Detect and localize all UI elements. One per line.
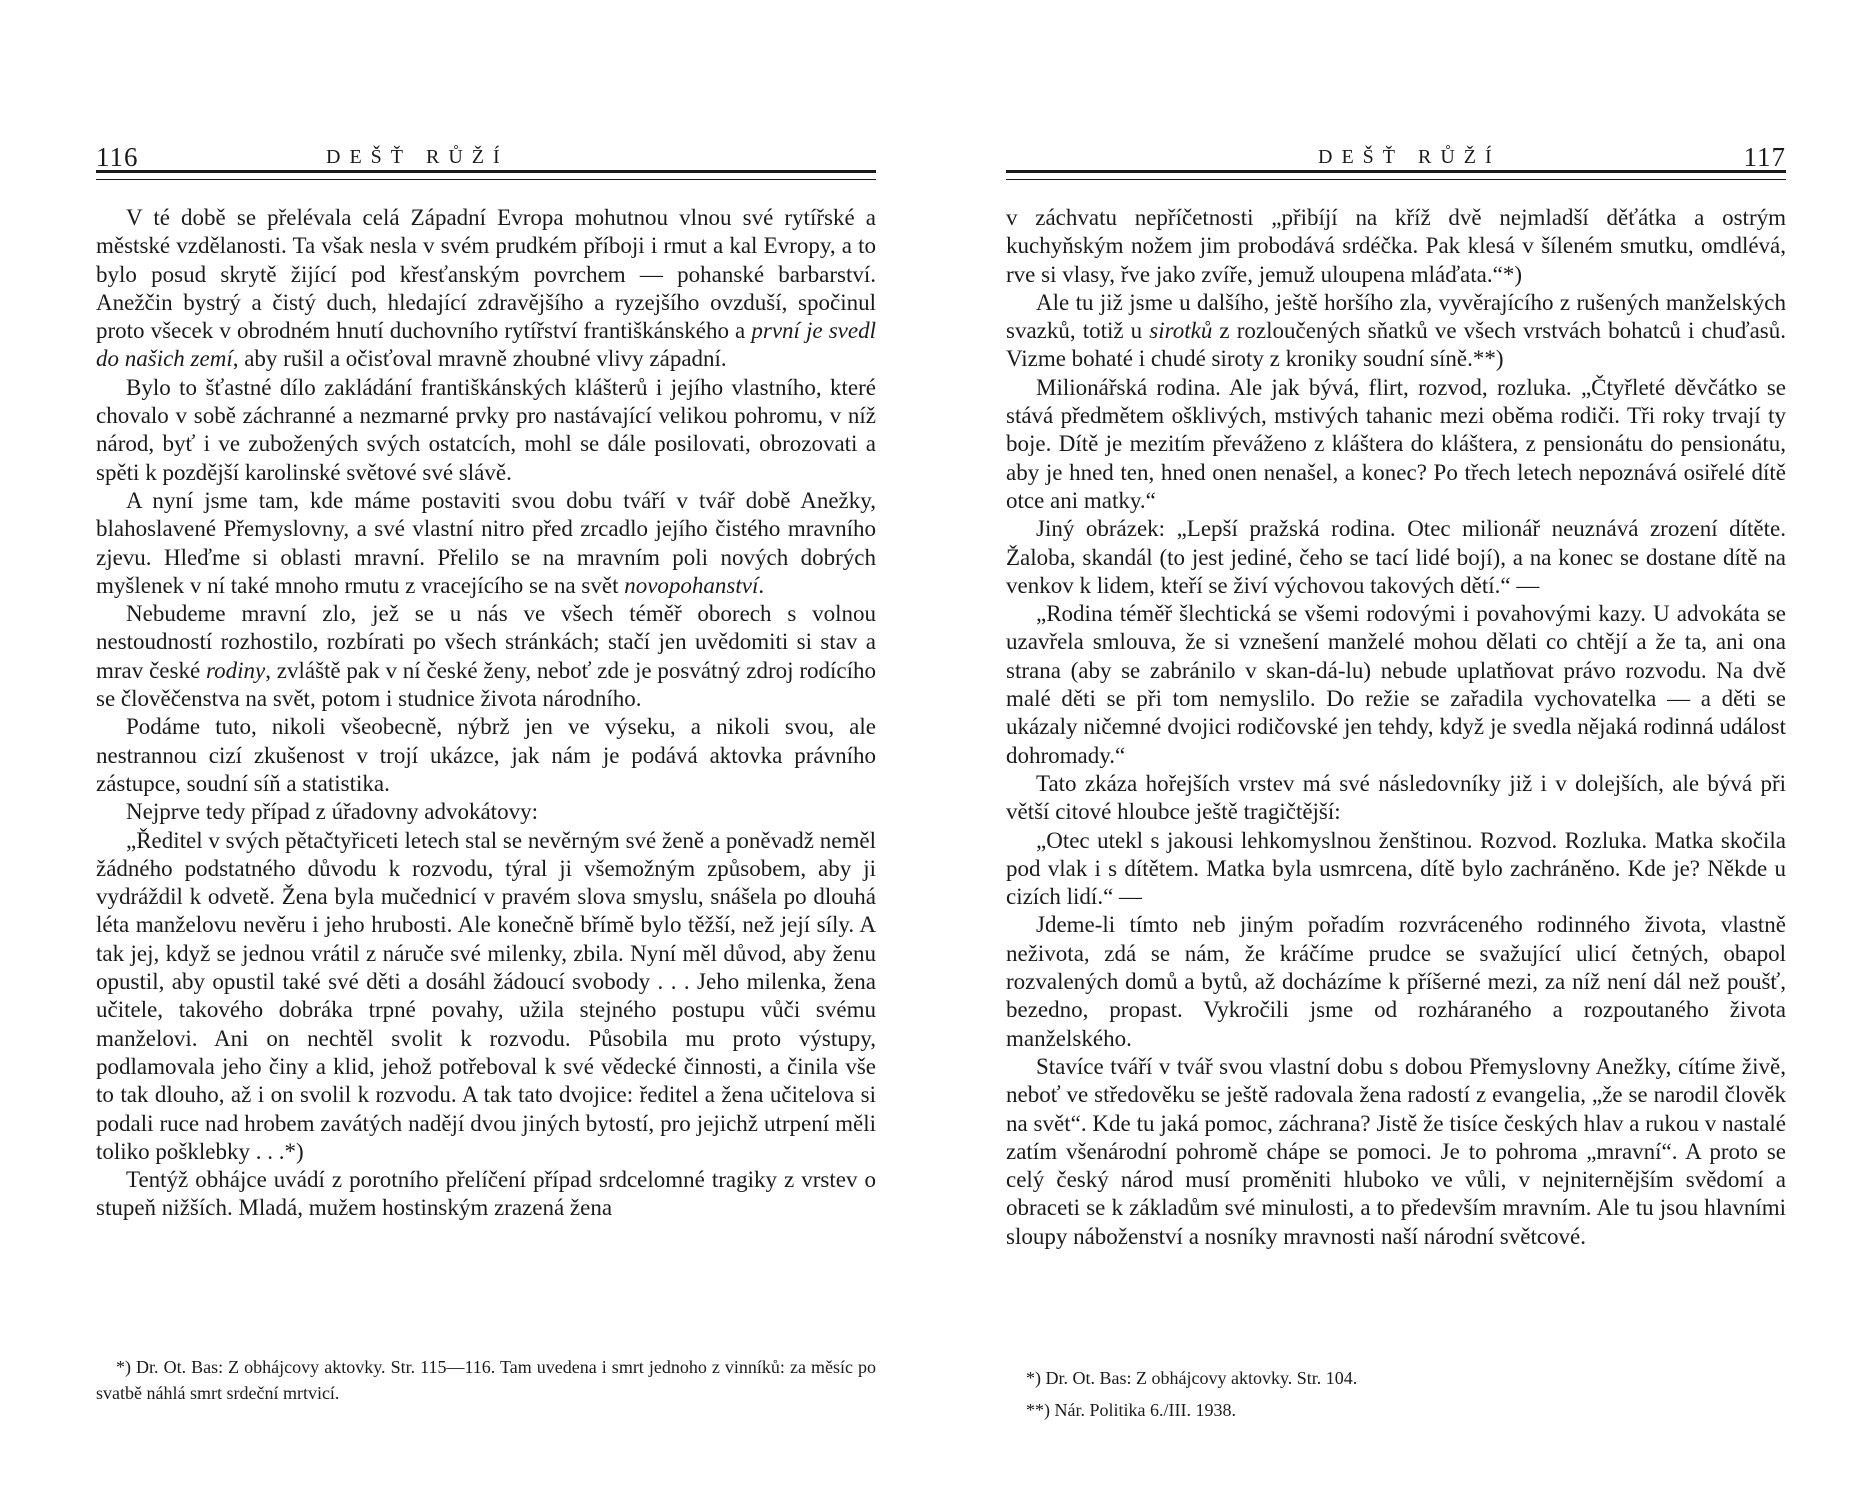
text-run: A nyní jsme tam, kde máme postaviti svou dobu tváří v tvář době Anežky, blahoslavené Přemyslovny, a své vlastní nitro před zrcadlo jejího čistého mravního zjevu. Hleďme si oblasti mravní. Přelilo se na mravním poli nových dobrých myšlenek v ní také mnoho rmutu z vracejícího se na svět bbox=[96, 487, 876, 598]
paragraph bbox=[96, 827, 876, 1167]
paragraph bbox=[1006, 204, 1786, 289]
italic-phrase: první je svedl do našich zemí bbox=[96, 318, 876, 372]
italic-phrase: rodiny bbox=[205, 657, 266, 683]
page-number: 117 bbox=[1743, 142, 1786, 172]
footnotes bbox=[1006, 1365, 1786, 1429]
paragraph bbox=[1006, 770, 1786, 827]
text-run: Nebudeme mravní zlo, jež se u nás ve všech téměř oborech s volnou nestoudností rozhostilo, rozbírati po všech stránkách; stačí jen uvědomiti si stav a mrav české bbox=[96, 601, 876, 683]
text-run: Tentýž obhájce uvádí z porotního přelíčení případ srdcelomné tragiky z vrstev o stupeň nižších. Mladá, mužem hostinským zrazená žena bbox=[96, 1167, 876, 1221]
paragraph bbox=[96, 1166, 876, 1223]
footnote: *) Dr. Ot. Bas: Z obhájcovy aktovky. Str. 115—116. Tam uvedena i smrt jednoho z vinníků: za měsíc po svatbě náhlá smrt srdeční mrtvicí. bbox=[96, 1357, 876, 1403]
footnote: *) Dr. Ot. Bas: Z obhájcovy aktovky. Str. 104. bbox=[1026, 1368, 1358, 1388]
text-run: Milionářská rodina. Ale jak bývá, flirt, rozvod, rozluka. „Čtyřleté děvčátko se stává předmětem ošklivých, mstivých tahanic mezi oběma rodiči. Tři roky trvají ty boje. Dítě je mezitím převáženo z kláštera do kláštera, z pensionátu do pensionátu, aby je hned ten, hned onen nenašel, a konec? Po třech letech nepoznává osiřelé dítě otce ani matky.“ bbox=[1006, 374, 1786, 513]
paragraph bbox=[1006, 289, 1786, 374]
page-number: 116 bbox=[96, 142, 139, 172]
text-run: Jdeme-li tímto neb jiným pořadím rozvráceného rodinného života, vlastně neživota, zdá se nám, že kráčíme prudce se svažující ulicí četných, obapol rozvalených domů a bytů, až docházíme k příšerné mezi, za níž není dál než poušť, bezedno, propast. Vykročili jsme od rozháraného a rozpoutaného života manželského. bbox=[1006, 912, 1786, 1051]
text-run: „Rodina téměř šlechtická se všemi rodovými i povahovými kazy. U advokáta se uzavřela smlouva, že si vznešení manželé mohou dělati co chtějí a že ta, ani ona strana (aby se zabránilo v skan-dá-lu) nebude uplatňovat právo rozvodu. Na dvě malé děti se při tom nemyslilo. Do režie se zařadila vychovatelka — a děti se ukázaly ničemné dvojici rodičovské jen tehdy, když je svedla nějaká rodinná událost dohromady.“ bbox=[1006, 601, 1786, 768]
running-title: DEŠŤ RŮŽÍ bbox=[326, 146, 509, 168]
text-run: „Otec utekl s jakousi lehkomyslnou ženštinou. Rozvod. Rozluka. Matka skočila pod vlak i s dítětem. Matka byla usmrcena, dítě bylo zachráněno. Kde je? Někde u cizích lidí.“ — bbox=[1006, 827, 1786, 910]
text-run: , aby rušil a očisťoval mravně zhoubné vlivy západní. bbox=[232, 346, 727, 372]
text-run: Nejprve tedy případ z úřadovny advokátovy: bbox=[126, 799, 538, 825]
paragraph bbox=[96, 713, 876, 798]
text-run: z rozloučených sňatků ve všech vrstvách bohatců i chuďasů. Vizme bohaté i chudé siroty z kroniky soudní síně.**) bbox=[1006, 318, 1786, 372]
italic-phrase: novopohanství bbox=[624, 572, 759, 598]
footnote: **) Nár. Politika 6./III. 1938. bbox=[1026, 1400, 1236, 1420]
paragraph bbox=[1006, 1053, 1786, 1251]
paragraph bbox=[1006, 374, 1786, 515]
text-run: Bylo to šťastné dílo zakládání františkánských klášterů i jejího vlastního, které chovalo v sobě záchranné a nezmarné prvky pro nastávající velikou pohromu, v níž národ, byť i ve zubožených svých ostatcích, mohl se dále posilovati, obrozovati a spěti k pozdější karolinské světové své slávě. bbox=[96, 374, 876, 485]
text-run: v záchvatu nepříčetnosti „přibíjí na kříž dvě nejmladší děťátka a ostrým kuchyňským nožem jim probodává srdéčka. Pak klesá v šíleném smutku, omdlévá, rve si vlasy, řve jako zvíře, jemuž uloupena mláďata.“*) bbox=[1006, 205, 1786, 287]
running-title: DEŠŤ RŮŽÍ bbox=[1318, 146, 1501, 168]
text-run: Podáme tuto, nikoli všeobecně, nýbrž jen ve výseku, a nikoli svou, ale nestrannou cizí zkušenost v trojí ukázce, jak nám je podává aktovka právního zástupce, soudní síň a statistika. bbox=[96, 714, 876, 796]
paragraph bbox=[96, 374, 876, 487]
paragraph bbox=[1006, 515, 1786, 600]
running-head bbox=[96, 142, 876, 172]
text-run: Ale tu již jsme u dalšího, ještě horšího zla, vyvěrajícího z rušených manželských svazků, totiž u bbox=[1006, 289, 1786, 344]
header-rule bbox=[96, 170, 876, 180]
paragraph bbox=[96, 487, 876, 600]
paragraph bbox=[1006, 600, 1786, 770]
text-run: V té době se přelévala celá Západní Evropa mohutnou vlnou své rytířské a městské vzdělanosti. Ta však nesla v svém prudkém příboji i rmut a kal Evropy, a to bylo posud skrytě žijící pod křesťanským povrchem — pohanské barbarství. Anežčin bystrý a čistý duch, hledající zdravějšího a ryzejšího ovzduší, spočinul proto všecek v obrodném hnutí duchovního rytířství františkánského a bbox=[96, 205, 876, 344]
italic-phrase: sirotků bbox=[1149, 318, 1213, 344]
paragraph bbox=[96, 600, 876, 713]
text-run: Jiný obrázek: „Lepší pražská rodina. Otec milionář neuznává zrození dítěte. Žaloba, skandál (to jest jediné, čeho se tací lidé bojí), a na konec se dostane dítě na venkov k lidem, kteří se živí výchovou takových dětí.“ — bbox=[1006, 516, 1786, 598]
text-run: . bbox=[758, 572, 765, 598]
paragraph bbox=[1006, 911, 1786, 1052]
text-run: , zvláště pak v ní české ženy, neboť zde je posvátný zdroj rodícího se člověčenstva na svět, potom i studnice života národního. bbox=[96, 657, 876, 712]
running-head bbox=[1006, 142, 1786, 172]
paragraph bbox=[96, 798, 876, 826]
paragraph bbox=[96, 204, 876, 374]
text-run: Stavíce tváří v tvář svou vlastní dobu s dobou Přemyslovny Anežky, cítíme živě, neboť ve středověku se ještě radovala žena radostí z evangelia, „že se narodil člověk na svět“. Kde tu jaká pomoc, záchrana? Jistě že tisíce českých hlav a rukou v nastalé zatím všenárodní pohromě chápe se pomoci. Je to pohroma „mravní“. A proto se celý český národ musí proměniti hluboko ve vůli, v nejniternějším svědomí a obraceti se k základům své minulosti, a to především mravním. Ale tu jsou hlavními sloupy náboženství a nosníky mravnosti naší národní světcové. bbox=[1006, 1053, 1786, 1249]
footnotes bbox=[96, 1354, 876, 1406]
header-rule bbox=[1006, 170, 1786, 180]
text-run: Tato zkáza hořejších vrstev má své následovníky již i v dolejších, ale bývá při větší citové hloubce ještě tragičtější: bbox=[1006, 770, 1786, 825]
body-text bbox=[96, 204, 876, 1223]
paragraph bbox=[1006, 827, 1786, 912]
text-run: „Ředitel v svých pětačtyřiceti letech stal se nevěrným své ženě a poněvadž neměl žádného podstatného důvodu k rozvodu, týral ji všemožným způsobem, aby ji vydráždil k odvetě. Žena byla mučednicí v pravém slova smyslu, snášela po dlouhá léta manželovu nevěru i jeho hrubosti. Ale konečně břímě bylo těžší, než její síly. A tak jej, když se jednou vrátil z náruče své milenky, zbila. Nyní měl důvod, aby ženu opustil, aby opustil také své děti a dosáhl žádoucí svobody . . . Jeho milenka, žena učitele, takového dobráka trpné povahy, užila stejného postupu vůči svému manželovi. Ani on nechtěl svolit k rozvodu. Působila mu proto výstupy, podlamovala jeho činy a klid, jehož potřeboval k své vědecké činnosti, a činila vše to tak dlouho, až i on svolil k rozvodu. A tak tato dvojice: ředitel a žena učitelova si podali ruce nad hrobem zavátých nadějí dvou jiných bytostí, pro jejichž utrpení měli toliko pošklebky . . .*) bbox=[96, 827, 876, 1164]
body-text bbox=[1006, 204, 1786, 1251]
